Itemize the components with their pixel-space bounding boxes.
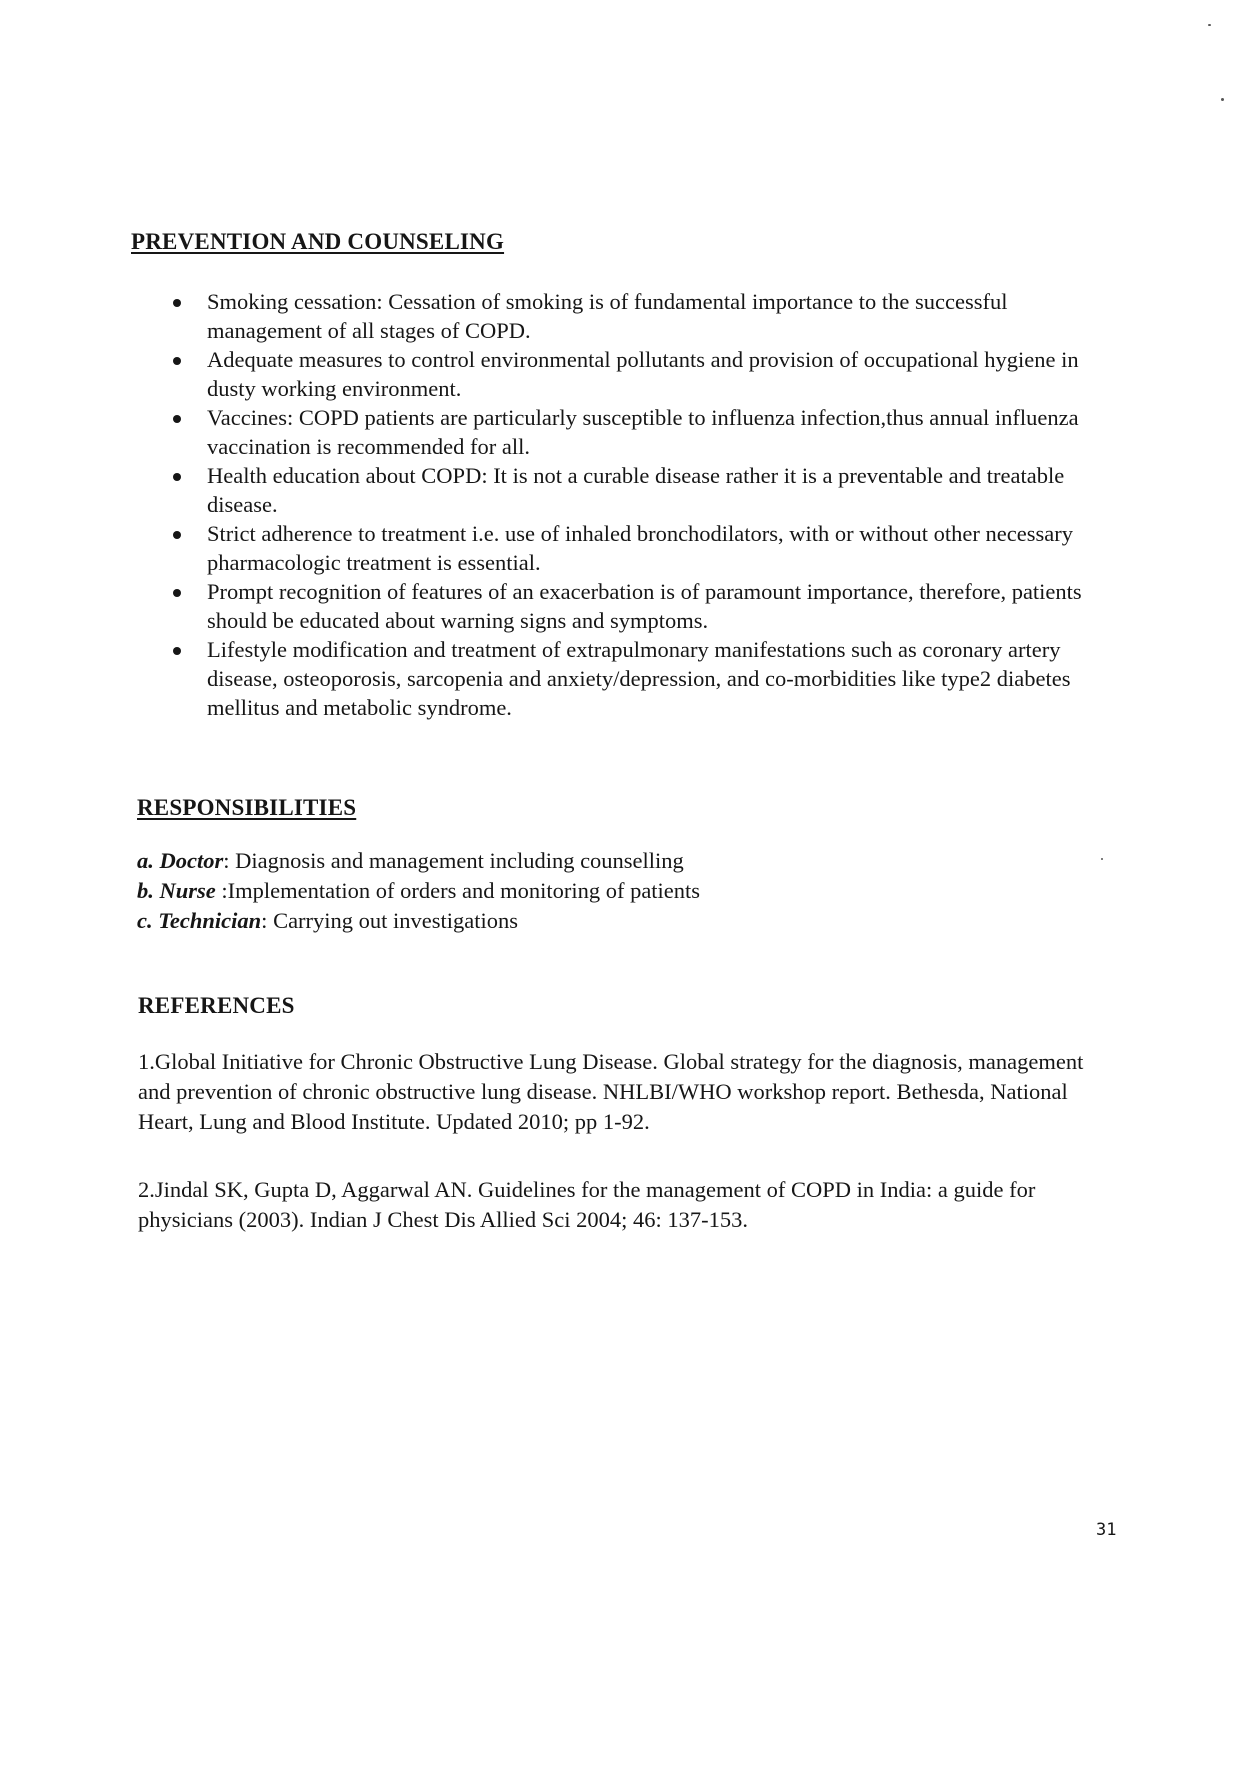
responsibility-item-nurse — [137, 876, 700, 906]
page-number: 31 — [1096, 1520, 1117, 1540]
bullet-icon — [173, 589, 181, 597]
bullet-text: Health education about COPD: It is not a curable disease rather it is a preventable and treatable disease. — [207, 463, 1065, 517]
bullet-item — [167, 287, 1117, 345]
bullet-item — [167, 519, 1117, 577]
role-description: Diagnosis and management including counselling — [229, 848, 684, 873]
reference-item: 1.Global Initiative for Chronic Obstructive Lung Disease. Global strategy for the diagnosis, management and prevention of chronic obstructive lung disease. NHLBI/WHO workshop report. Bethesda, National Heart, Lung and Blood Institute. Updated 2010; pp 1-92. — [138, 1049, 1084, 1134]
scan-speck — [1221, 98, 1224, 101]
role-separator: : — [261, 908, 268, 933]
role-description: Implementation of orders and monitoring of patients — [227, 878, 701, 903]
section-heading-prevention: PREVENTION AND COUNSELING — [131, 229, 505, 254]
bullet-icon — [173, 473, 181, 481]
role-separator: : — [223, 848, 230, 873]
scan-speck — [1101, 858, 1103, 860]
bullet-text: Adequate measures to control environmental pollutants and provision of occupational hygiene in dusty working environment. — [207, 347, 1079, 401]
bullet-icon — [173, 299, 181, 307]
bullet-icon — [173, 415, 181, 423]
bullet-icon — [173, 357, 181, 365]
role-description: Carrying out investigations — [267, 908, 519, 933]
section-heading-references: REFERENCES — [138, 993, 295, 1018]
role-label: b. Nurse — [137, 878, 216, 903]
bullet-item — [167, 577, 1117, 635]
responsibilities-list — [137, 846, 700, 936]
bullet-icon — [173, 647, 181, 655]
bullet-text: Lifestyle modification and treatment of extrapulmonary manifestations such as coronary artery disease, osteoporosis, sarcopenia and anxiety/depression, and co-morbidities like type2 diabetes mellitus and metabolic syndrome. — [207, 637, 1071, 720]
role-label: c. Technician — [137, 908, 262, 933]
bullet-text: Prompt recognition of features of an exacerbation is of paramount importance, therefore, patients should be educated about warning signs and symptoms. — [207, 579, 1082, 633]
scan-speck — [1208, 24, 1211, 26]
bullet-item — [167, 345, 1117, 403]
responsibility-item-technician — [137, 906, 700, 936]
bullet-item — [167, 461, 1117, 519]
bullet-text: Smoking cessation: Cessation of smoking is of fundamental importance to the successful management of all stages of COPD. — [207, 289, 1008, 343]
bullet-icon — [173, 531, 181, 539]
section-heading-responsibilities: RESPONSIBILITIES — [137, 795, 357, 820]
role-separator: : — [215, 878, 228, 903]
bullet-item — [167, 635, 1117, 722]
responsibility-item-doctor — [137, 846, 700, 876]
bullet-text: Strict adherence to treatment i.e. use of inhaled bronchodilators, with or without other necessary pharmacologic treatment is essential. — [207, 521, 1073, 575]
reference-item: 2.Jindal SK, Gupta D, Aggarwal AN. Guidelines for the management of COPD in India: a guide for physicians (2003). Indian J Chest Dis Allied Sci 2004; 46: 137-153. — [138, 1177, 1036, 1232]
role-label: a. Doctor — [137, 848, 224, 873]
prevention-bullet-list — [167, 287, 1117, 722]
bullet-text: Vaccines: COPD patients are particularly susceptible to influenza infection,thus annual influenza vaccination is recommended for all. — [207, 405, 1079, 459]
bullet-item — [167, 403, 1117, 461]
